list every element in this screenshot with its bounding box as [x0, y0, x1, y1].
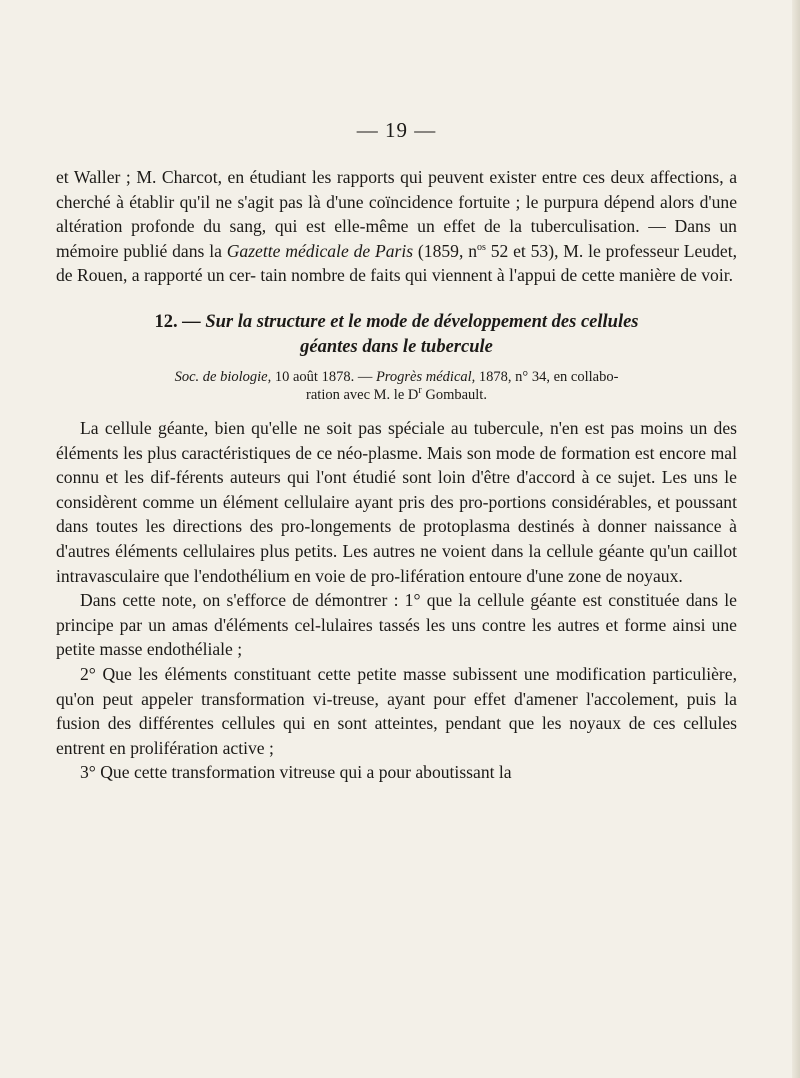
citation-date: 10 août 1878. — — [271, 368, 376, 385]
paragraph: Dans cette note, on s'efforce de démontrer : 1° que la cellule géante est constituée dans le principe par un amas d'éléments cel-lulaires tassés les uns contre les autres et forme ainsi une petite masse endothéliale ; — [56, 590, 737, 660]
text-line: entre ces deux affections, a cherché à établir qu'il ne s'agit pas là — [56, 167, 738, 212]
superscript: r — [418, 385, 422, 397]
text-segment: (1859, — [413, 240, 464, 261]
section-title-line-2: géantes dans le tubercule — [300, 336, 493, 357]
page-edge — [792, 0, 800, 1078]
text-segment: Dans un mémoire publié dans la — [56, 216, 737, 261]
superscript: os — [477, 241, 486, 253]
citation — [56, 368, 737, 404]
text-segment: n — [468, 240, 477, 261]
paragraph-continuation — [56, 165, 737, 288]
paragraph: 3° Que cette transformation vitreuse qui a pour aboutissant la — [80, 762, 512, 783]
section-number: 12. — [154, 311, 178, 332]
citation-society: Soc. de biologie, — [174, 368, 272, 385]
citation-journal: Progrès médical, — [375, 368, 476, 385]
section-heading — [56, 310, 737, 360]
citation-collaborator: Gombault. — [421, 386, 487, 403]
text-line: profonde du sang, qui est elle-même un effet de la tuberculisation. — — [131, 216, 666, 237]
text-line: d'une coïncidence fortuite ; le purpura dépend alors d'une altération — [56, 191, 738, 237]
paragraph: 2° Que les éléments constituant cette petite masse subissent une modification particulière, qu'on peut appeler transformation vi-treuse, ayant pour effet d'amener l'accolement, puis la fusion des différentes cellules qui en sont atteintes, pendant que les noyaux de ces cellules entrent en prolifération active ; — [56, 663, 737, 758]
page-number: — 19 — — [356, 118, 437, 142]
paragraph: La cellule géante, bien qu'elle ne soit pas spéciale au tubercule, n'en est pas moins un des éléments les plus caractéristiques de ce néo-plasme. Mais son mode de formation est encore mal connu et les dif-férents auteurs qui l'ont étudié sont loin d'être d'accord à ce sujet. Les uns le considèrent comme un élément cellulaire ayant pris des pro-portions considérables, et poussant dans toutes les directions des pro-longements de protoplasma destinés à donner naissance à d'autres éléments cellulaires plus petits. Les autres ne voient dans la cellule géante qu'un caillot intravasculaire que l'endothélium en voie de pro-lifération entoure d'une zone de noyaux. — [56, 417, 737, 586]
citation-reference: 1878, n° 34, en collabo- — [475, 368, 619, 385]
text-line: et Waller ; M. Charcot, en étudiant les rapports qui peuvent exister — [56, 167, 537, 187]
text-segment: 52 et 53), M. le professeur Leudet, de Rouen, a rapporté un cer- — [56, 240, 737, 286]
text-line: tain nombre de faits qui viennent à l'appui de cette manière de voir. — [260, 265, 734, 286]
document-page — [56, 118, 737, 785]
citation-collaboration: ration avec M. le D — [306, 386, 419, 403]
section-title-line-1: — Sur la structure et le mode de développement des cellules — [177, 311, 639, 332]
journal-title: Gazette médicale de Paris — [226, 240, 414, 261]
